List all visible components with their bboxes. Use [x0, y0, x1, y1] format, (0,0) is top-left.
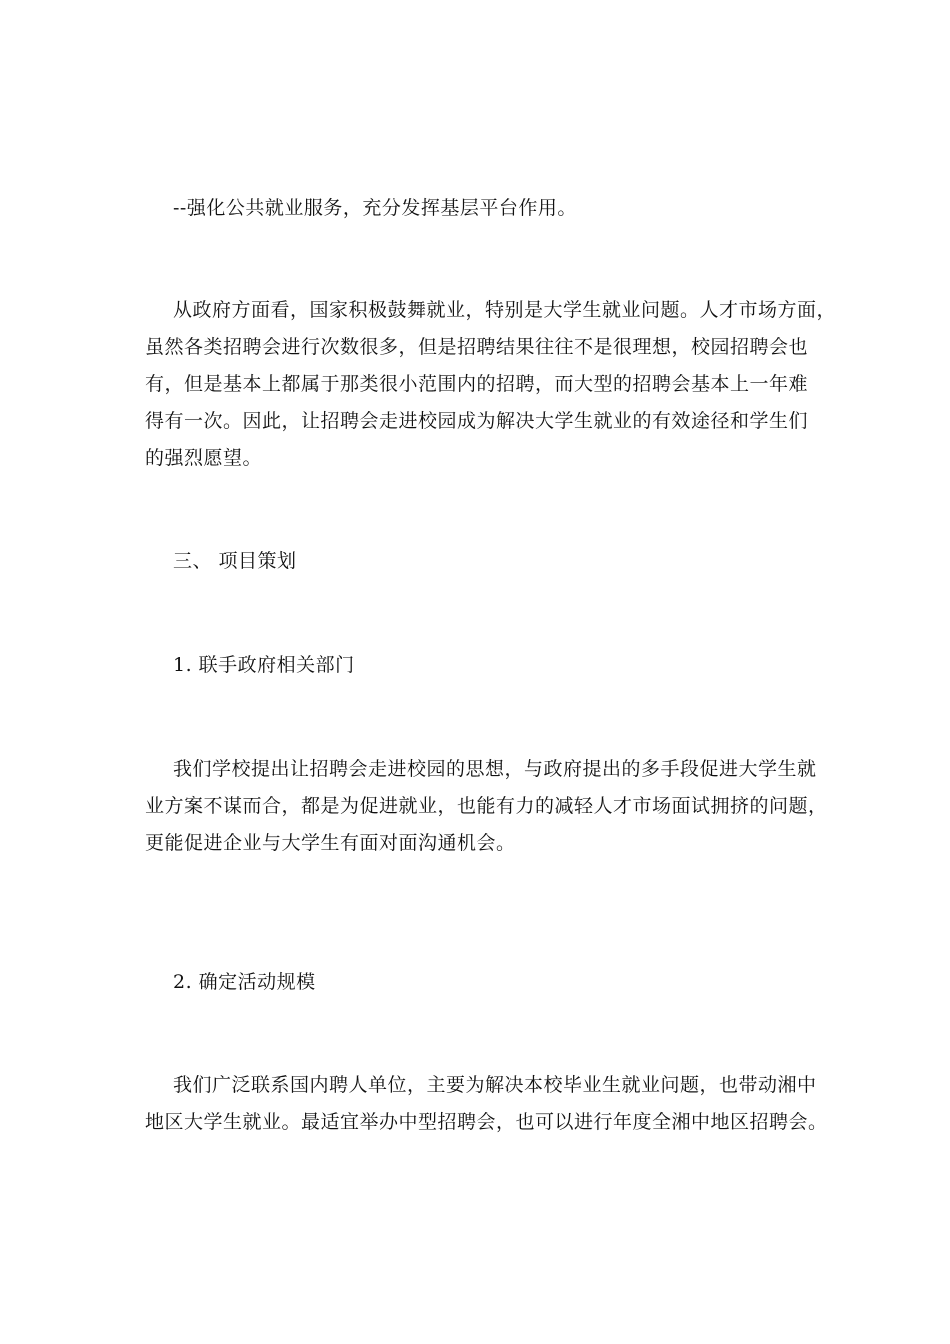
paragraph-line: 得有一次。因此，让招聘会走进校园成为解决大学生就业的有效途径和学生们	[145, 410, 809, 432]
paragraph-line: 更能促进企业与大学生有面对面沟通机会。	[145, 832, 516, 854]
paragraph-line: 从政府方面看，国家积极鼓舞就业，特别是大学生就业问题。人才市场方面，	[173, 299, 837, 321]
section-heading: 三、 项目策划	[173, 550, 297, 572]
paragraph-line: --强化公共就业服务，充分发挥基层平台作用。	[173, 197, 577, 219]
paragraph-line: 有，但是基本上都属于那类很小范围内的招聘，而大型的招聘会基本上一年难	[145, 373, 809, 395]
subsection-heading: 1. 联手政府相关部门	[173, 654, 355, 676]
paragraph-line: 虽然各类招聘会进行次数很多，但是招聘结果往往不是很理想，校园招聘会也	[145, 336, 809, 358]
paragraph-line: 业方案不谋而合，都是为促进就业，也能有力的减轻人才市场面试拥挤的问题，	[145, 795, 828, 817]
paragraph-line: 的强烈愿望。	[145, 447, 263, 469]
subsection-heading: 2. 确定活动规模	[173, 971, 316, 993]
paragraph-line: 我们学校提出让招聘会走进校园的思想，与政府提出的多手段促进大学生就	[173, 758, 817, 780]
paragraph-line: 地区大学生就业。最适宜举办中型招聘会，也可以进行年度全湘中地区招聘会。	[145, 1111, 828, 1133]
paragraph-line: 我们广泛联系国内聘人单位，主要为解决本校毕业生就业问题，也带动湘中	[173, 1074, 817, 1096]
